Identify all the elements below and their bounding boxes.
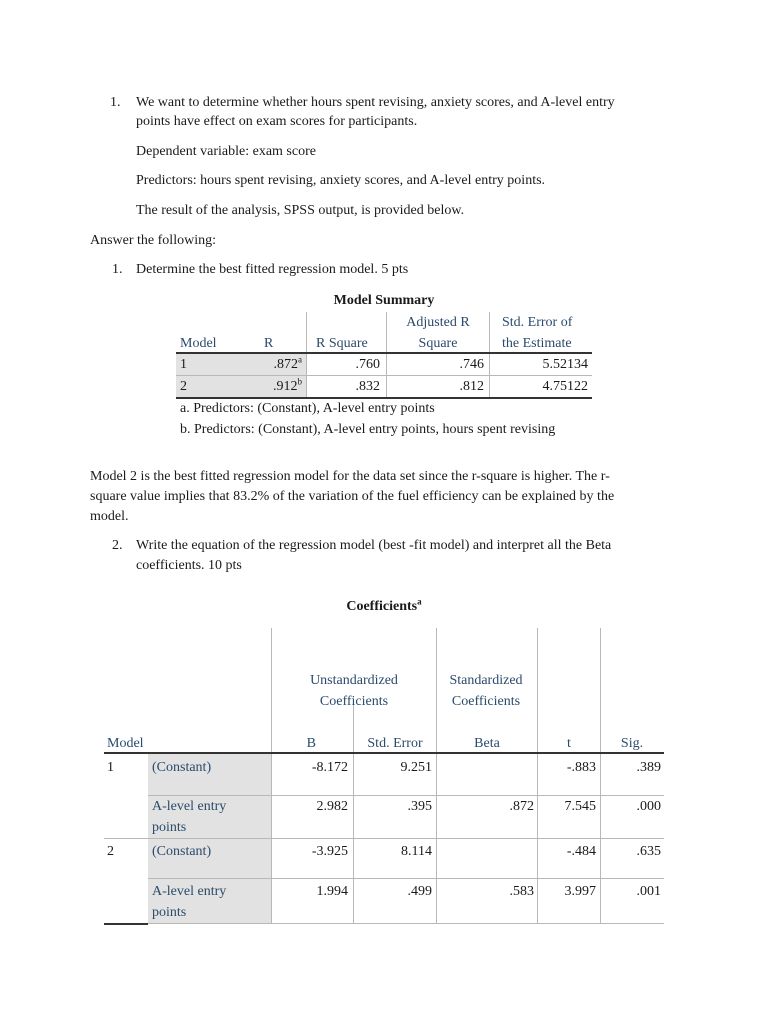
ms-header-model: Model [180,336,217,351]
coef-r1-label: (Constant) [152,760,212,775]
coef-row-rule [148,878,664,879]
ms-r1-model: 1 [180,357,187,372]
coef-header-sig: Sig. [620,736,644,751]
coef-header-beta: Beta [474,736,500,751]
ms-header-adj-2: Square [418,336,458,351]
ms-r1-adj: .746 [459,357,484,372]
coef-r1-sig: .389 [636,760,661,775]
coef-divider [353,700,354,924]
ms-r2-r [240,377,302,397]
coef-r4-sig: .001 [636,884,661,899]
ms-r2-r-square: .832 [355,379,380,394]
coef-r4-b: 1.994 [316,884,348,899]
coef-r1-model: 1 [107,760,114,775]
coef-header-unstd-2: Coefficients [319,694,389,709]
coef-r3-model: 2 [107,844,114,859]
answer-heading: Answer the following: [90,233,216,248]
coef-divider [271,628,272,924]
model-summary-title: Model Summary [333,293,435,308]
coef-bottom-rule-model [104,923,148,925]
q1-line2: points have effect on exam scores for participants. [136,114,418,129]
coef-divider [600,628,601,924]
ms-divider [489,312,490,398]
coef-header-std-1: Standardized [449,673,523,688]
ms-footnote-b: b. Predictors: (Constant), A-level entry points, hours spent revising [180,422,556,437]
ms-header-r: R [264,336,274,351]
ms-divider [306,312,307,398]
coef-r2-label: A-level entry [152,799,227,814]
ms-header-r-square: R Square [316,336,368,351]
coef-r2-beta: .872 [509,799,534,814]
ms-header-se-1: Std. Error of [502,315,573,330]
q1-number: 1. [110,95,121,110]
ms-row-rule [176,375,592,376]
task1-number: 1. [112,262,123,277]
coef-r3-b: -3.925 [311,844,348,859]
coef-r3-label: (Constant) [152,844,212,859]
ms-r2-adj: .812 [459,379,484,394]
answer-line3: model. [90,509,129,524]
coef-r4-t: 3.997 [564,884,596,899]
ms-r1-footnote-mark: a [298,354,302,365]
ms-r2-model: 2 [180,379,187,394]
coef-r4-label2: points [152,905,187,920]
coef-r1-b: -8.172 [311,760,348,775]
coef-header-unstd-1: Unstandardized [310,673,398,688]
coefficients-footnote-mark: a [417,596,422,607]
coefficients-title [300,596,468,615]
coef-r3-sig: .635 [636,844,661,859]
coef-r2-se: .395 [407,799,432,814]
coef-r2-label2: points [152,820,187,835]
ms-footnote-a: a. Predictors: (Constant), A-level entry points [180,401,435,416]
q1-line1: We want to determine whether hours spent revising, anxiety scores, and A-level entry [136,95,615,110]
task2-line2: coefficients. 10 pts [136,558,242,573]
coef-r2-t: 7.545 [564,799,596,814]
ms-header-adj-1: Adjusted R [406,315,470,330]
coef-header-std-2: Coefficients [451,694,521,709]
answer-line2: square value implies that 83.2% of the variation of the fuel efficiency can be explained by the [90,489,615,504]
coef-header-std-error: Std. Error [367,736,423,751]
coef-r2-b: 2.982 [316,799,348,814]
coef-r4-beta: .583 [509,884,534,899]
coef-r4-se: .499 [407,884,432,899]
ms-header-se-2: the Estimate [502,336,572,351]
task1-text: Determine the best fitted regression model. 5 pts [136,262,409,277]
coef-divider [537,628,538,924]
predictors-text: Predictors: hours spent revising, anxiety scores, and A-level entry points. [136,173,546,188]
coef-bottom-rule [148,923,664,924]
task2-number: 2. [112,538,123,553]
coef-header-t: t [567,736,571,751]
coef-r1-t: -.883 [566,760,596,775]
coef-r4-label: A-level entry [152,884,227,899]
coef-r3-t: -.484 [566,844,596,859]
coef-r3-se: 8.114 [401,844,432,859]
coef-row-rule [148,795,664,796]
answer-line1: Model 2 is the best fitted regression model for the data set since the r-square is higher. The r- [90,469,610,484]
ms-divider [386,312,387,398]
ms-r1-r [240,355,302,375]
coefficients-title-text: Coefficients [346,599,418,614]
ms-r2-se: 4.75122 [542,379,588,394]
task2-line1: Write the equation of the regression model (best -fit model) and interpret all the Beta [136,538,612,553]
dependent-variable: Dependent variable: exam score [136,144,316,159]
question-number [110,93,121,113]
ms-r2-r-value: .912 [273,379,298,394]
ms-r1-r-square: .760 [355,357,380,372]
coef-divider [436,628,437,924]
ms-r1-se: 5.52134 [542,357,588,372]
coef-header-b: B [306,736,316,751]
coef-row-rule [104,838,664,839]
ms-r2-footnote-mark: b [297,376,302,387]
result-text: The result of the analysis, SPSS output, is provided below. [136,203,465,218]
coef-header-model: Model [107,736,144,751]
ms-r1-r-value: .872 [273,357,298,372]
coef-r2-sig: .000 [636,799,661,814]
coef-r1-se: 9.251 [400,760,432,775]
